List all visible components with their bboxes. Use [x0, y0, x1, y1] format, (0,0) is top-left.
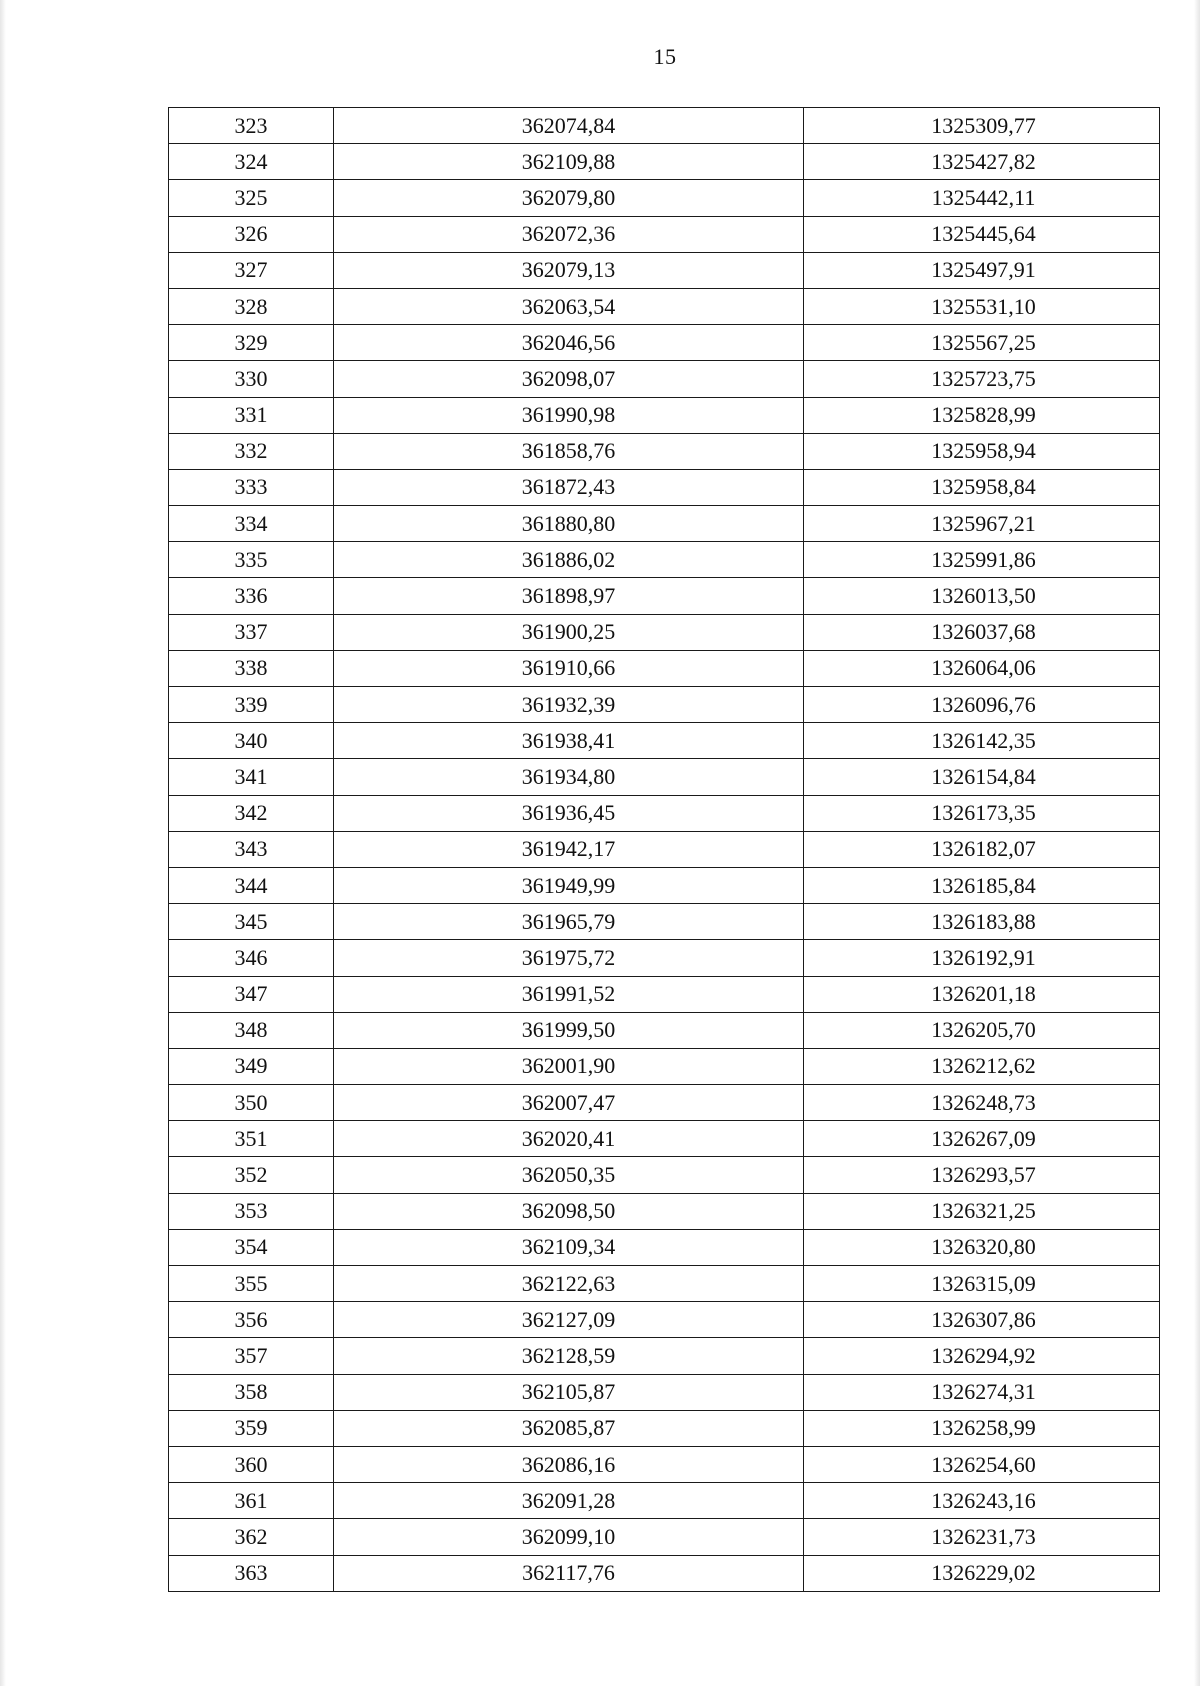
table-row — [169, 1012, 1160, 1048]
table-row — [169, 976, 1160, 1012]
point-number-cell: 332 — [169, 433, 334, 469]
x-coordinate-cell: 361858,76 — [334, 433, 804, 469]
x-coordinate-cell: 362050,35 — [334, 1157, 804, 1193]
x-coordinate-cell: 362091,28 — [334, 1483, 804, 1519]
point-number-cell: 341 — [169, 759, 334, 795]
table-row — [169, 795, 1160, 831]
point-number-cell: 324 — [169, 144, 334, 180]
table-row — [169, 650, 1160, 686]
table-row — [169, 1446, 1160, 1482]
y-coordinate-cell: 1326315,09 — [804, 1266, 1160, 1302]
point-number-cell: 348 — [169, 1012, 334, 1048]
table-row — [169, 1266, 1160, 1302]
point-number-cell: 345 — [169, 904, 334, 940]
table-row — [169, 867, 1160, 903]
table-row — [169, 144, 1160, 180]
table-row — [169, 397, 1160, 433]
y-coordinate-cell: 1326294,92 — [804, 1338, 1160, 1374]
x-coordinate-cell: 361880,80 — [334, 506, 804, 542]
point-number-cell: 361 — [169, 1483, 334, 1519]
x-coordinate-cell: 362001,90 — [334, 1048, 804, 1084]
table-row — [169, 940, 1160, 976]
point-number-cell: 351 — [169, 1121, 334, 1157]
x-coordinate-cell: 362098,07 — [334, 361, 804, 397]
x-coordinate-cell: 361949,99 — [334, 867, 804, 903]
point-number-cell: 356 — [169, 1302, 334, 1338]
x-coordinate-cell: 361934,80 — [334, 759, 804, 795]
x-coordinate-cell: 361991,52 — [334, 976, 804, 1012]
point-number-cell: 346 — [169, 940, 334, 976]
table-row — [169, 1519, 1160, 1555]
x-coordinate-cell: 362098,50 — [334, 1193, 804, 1229]
page-number: 15 — [653, 44, 677, 69]
y-coordinate-cell: 1326243,16 — [804, 1483, 1160, 1519]
x-coordinate-cell: 361965,79 — [334, 904, 804, 940]
y-coordinate-cell: 1325427,82 — [804, 144, 1160, 180]
point-number-cell: 350 — [169, 1085, 334, 1121]
point-number-cell: 357 — [169, 1338, 334, 1374]
table-row — [169, 180, 1160, 216]
point-number-cell: 327 — [169, 252, 334, 288]
x-coordinate-cell: 362072,36 — [334, 216, 804, 252]
table-row — [169, 1193, 1160, 1229]
x-coordinate-cell: 361898,97 — [334, 578, 804, 614]
x-coordinate-cell: 362079,80 — [334, 180, 804, 216]
point-number-cell: 340 — [169, 723, 334, 759]
table-row — [169, 831, 1160, 867]
x-coordinate-cell: 362063,54 — [334, 288, 804, 324]
point-number-cell: 337 — [169, 614, 334, 650]
point-number-cell: 325 — [169, 180, 334, 216]
table-row — [169, 614, 1160, 650]
coordinates-table — [168, 107, 1160, 1592]
table-row — [169, 904, 1160, 940]
point-number-cell: 360 — [169, 1446, 334, 1482]
table-row — [169, 469, 1160, 505]
y-coordinate-cell: 1326096,76 — [804, 687, 1160, 723]
y-coordinate-cell: 1326183,88 — [804, 904, 1160, 940]
table-row — [169, 1483, 1160, 1519]
table-row — [169, 361, 1160, 397]
table-row — [169, 723, 1160, 759]
y-coordinate-cell: 1326248,73 — [804, 1085, 1160, 1121]
table-row — [169, 325, 1160, 361]
point-number-cell: 336 — [169, 578, 334, 614]
point-number-cell: 349 — [169, 1048, 334, 1084]
table-row — [169, 433, 1160, 469]
x-coordinate-cell: 362020,41 — [334, 1121, 804, 1157]
y-coordinate-cell: 1326201,18 — [804, 976, 1160, 1012]
point-number-cell: 339 — [169, 687, 334, 723]
x-coordinate-cell: 362007,47 — [334, 1085, 804, 1121]
x-coordinate-cell: 361900,25 — [334, 614, 804, 650]
x-coordinate-cell: 362046,56 — [334, 325, 804, 361]
table-row — [169, 542, 1160, 578]
y-coordinate-cell: 1325445,64 — [804, 216, 1160, 252]
table-row — [169, 1302, 1160, 1338]
point-number-cell: 358 — [169, 1374, 334, 1410]
table-row — [169, 1229, 1160, 1265]
y-coordinate-cell: 1326274,31 — [804, 1374, 1160, 1410]
point-number-cell: 323 — [169, 108, 334, 144]
point-number-cell: 334 — [169, 506, 334, 542]
table-row — [169, 1121, 1160, 1157]
y-coordinate-cell: 1325531,10 — [804, 288, 1160, 324]
point-number-cell: 362 — [169, 1519, 334, 1555]
y-coordinate-cell: 1325828,99 — [804, 397, 1160, 433]
y-coordinate-cell: 1326142,35 — [804, 723, 1160, 759]
table-row — [169, 216, 1160, 252]
y-coordinate-cell: 1326293,57 — [804, 1157, 1160, 1193]
table-row — [169, 1374, 1160, 1410]
point-number-cell: 333 — [169, 469, 334, 505]
table-row — [169, 1048, 1160, 1084]
x-coordinate-cell: 362117,76 — [334, 1555, 804, 1591]
y-coordinate-cell: 1325497,91 — [804, 252, 1160, 288]
point-number-cell: 352 — [169, 1157, 334, 1193]
x-coordinate-cell: 362127,09 — [334, 1302, 804, 1338]
x-coordinate-cell: 361975,72 — [334, 940, 804, 976]
table-row — [169, 1338, 1160, 1374]
x-coordinate-cell: 362086,16 — [334, 1446, 804, 1482]
y-coordinate-cell: 1326231,73 — [804, 1519, 1160, 1555]
y-coordinate-cell: 1325958,94 — [804, 433, 1160, 469]
x-coordinate-cell: 361932,39 — [334, 687, 804, 723]
y-coordinate-cell: 1326192,91 — [804, 940, 1160, 976]
point-number-cell: 347 — [169, 976, 334, 1012]
point-number-cell: 342 — [169, 795, 334, 831]
table-row — [169, 1410, 1160, 1446]
point-number-cell: 344 — [169, 867, 334, 903]
x-coordinate-cell: 361910,66 — [334, 650, 804, 686]
point-number-cell: 331 — [169, 397, 334, 433]
y-coordinate-cell: 1326185,84 — [804, 867, 1160, 903]
x-coordinate-cell: 362085,87 — [334, 1410, 804, 1446]
y-coordinate-cell: 1325967,21 — [804, 506, 1160, 542]
x-coordinate-cell: 362109,34 — [334, 1229, 804, 1265]
y-coordinate-cell: 1326267,09 — [804, 1121, 1160, 1157]
y-coordinate-cell: 1326321,25 — [804, 1193, 1160, 1229]
table-row — [169, 1555, 1160, 1591]
y-coordinate-cell: 1326229,02 — [804, 1555, 1160, 1591]
y-coordinate-cell: 1326205,70 — [804, 1012, 1160, 1048]
y-coordinate-cell: 1325567,25 — [804, 325, 1160, 361]
y-coordinate-cell: 1326064,06 — [804, 650, 1160, 686]
point-number-cell: 328 — [169, 288, 334, 324]
y-coordinate-cell: 1326320,80 — [804, 1229, 1160, 1265]
point-number-cell: 329 — [169, 325, 334, 361]
point-number-cell: 359 — [169, 1410, 334, 1446]
y-coordinate-cell: 1326154,84 — [804, 759, 1160, 795]
point-number-cell: 354 — [169, 1229, 334, 1265]
table-row — [169, 108, 1160, 144]
x-coordinate-cell: 361999,50 — [334, 1012, 804, 1048]
point-number-cell: 330 — [169, 361, 334, 397]
table-row — [169, 687, 1160, 723]
x-coordinate-cell: 361942,17 — [334, 831, 804, 867]
y-coordinate-cell: 1326254,60 — [804, 1446, 1160, 1482]
x-coordinate-cell: 361990,98 — [334, 397, 804, 433]
x-coordinate-cell: 361938,41 — [334, 723, 804, 759]
table-row — [169, 506, 1160, 542]
y-coordinate-cell: 1325309,77 — [804, 108, 1160, 144]
y-coordinate-cell: 1326182,07 — [804, 831, 1160, 867]
x-coordinate-cell: 361872,43 — [334, 469, 804, 505]
point-number-cell: 355 — [169, 1266, 334, 1302]
point-number-cell: 326 — [169, 216, 334, 252]
point-number-cell: 338 — [169, 650, 334, 686]
x-coordinate-cell: 362079,13 — [334, 252, 804, 288]
y-coordinate-cell: 1326037,68 — [804, 614, 1160, 650]
x-coordinate-cell: 362122,63 — [334, 1266, 804, 1302]
scan-edge-left — [0, 0, 6, 1686]
y-coordinate-cell: 1326258,99 — [804, 1410, 1160, 1446]
x-coordinate-cell: 361886,02 — [334, 542, 804, 578]
table-row — [169, 1157, 1160, 1193]
x-coordinate-cell: 362099,10 — [334, 1519, 804, 1555]
scan-edge-right — [1194, 0, 1200, 1686]
x-coordinate-cell: 362128,59 — [334, 1338, 804, 1374]
table-row — [169, 1085, 1160, 1121]
point-number-cell: 343 — [169, 831, 334, 867]
point-number-cell: 335 — [169, 542, 334, 578]
x-coordinate-cell: 361936,45 — [334, 795, 804, 831]
y-coordinate-cell: 1326013,50 — [804, 578, 1160, 614]
table-row — [169, 759, 1160, 795]
x-coordinate-cell: 362105,87 — [334, 1374, 804, 1410]
y-coordinate-cell: 1325723,75 — [804, 361, 1160, 397]
point-number-cell: 363 — [169, 1555, 334, 1591]
y-coordinate-cell: 1325442,11 — [804, 180, 1160, 216]
table-row — [169, 288, 1160, 324]
point-number-cell: 353 — [169, 1193, 334, 1229]
table-row — [169, 578, 1160, 614]
y-coordinate-cell: 1325958,84 — [804, 469, 1160, 505]
y-coordinate-cell: 1326212,62 — [804, 1048, 1160, 1084]
y-coordinate-cell: 1326173,35 — [804, 795, 1160, 831]
x-coordinate-cell: 362074,84 — [334, 108, 804, 144]
y-coordinate-cell: 1326307,86 — [804, 1302, 1160, 1338]
table-row — [169, 252, 1160, 288]
coordinates-table-body — [169, 108, 1160, 1592]
y-coordinate-cell: 1325991,86 — [804, 542, 1160, 578]
x-coordinate-cell: 362109,88 — [334, 144, 804, 180]
